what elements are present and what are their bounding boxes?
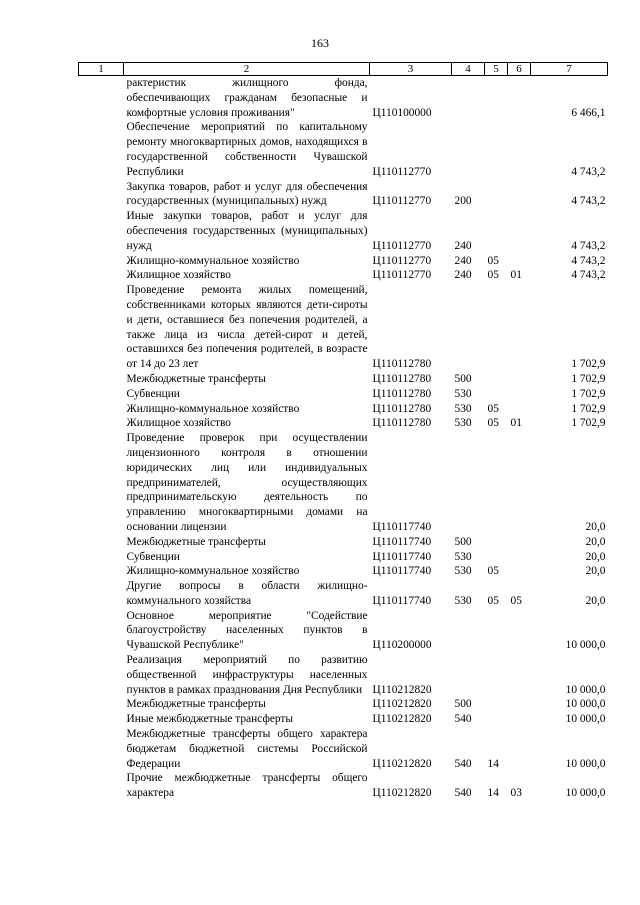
empty-cell [79,653,124,697]
amount: 20,0 [585,594,606,607]
target-code: Ц110117740 [372,550,432,563]
column-header: 4 [452,63,485,76]
table-row [79,283,608,372]
empty-cell [79,771,124,801]
amount: 10 000,0 [565,713,606,726]
target-code: Ц110200000 [372,639,432,652]
section-code [485,76,508,121]
table-body [79,76,608,802]
section-code [485,180,508,210]
row-name: Жилищное хозяйство [126,417,232,430]
target-code: Ц110112770 [372,269,432,282]
target-code: Ц110112780 [372,372,432,385]
row-name: Обеспечение мероприятий по капитальному ремонту многоквартирных домов, находящихся в государственной собственности Чувашской Республики [126,121,368,178]
empty-cell [79,180,124,210]
section-code: 05 [487,417,499,430]
amount: 1 702,9 [571,372,606,385]
amount: 4 743,2 [571,239,606,252]
expense-type: 530 [454,550,472,563]
row-name: Основное мероприятие "Содействие благоустройству населенных пунктов в Чувашской Республике" [126,609,368,652]
row-name: Жилищно-коммунальное хозяйство [126,402,300,415]
empty-cell [79,579,124,609]
expense-type [452,431,485,535]
amount: 10 000,0 [565,639,606,652]
table-row [79,76,608,121]
subsection-code: 01 [510,417,522,430]
section-code [485,431,508,535]
table-row [79,120,608,179]
row-name: рактеристик жилищного фонда, обеспечивающих гражданам безопасные и комфортные условия проживания" [126,77,368,119]
column-header: 1 [79,63,124,76]
section-code [485,697,508,712]
table-row [79,609,608,653]
expense-type: 500 [454,535,472,548]
subsection-code [508,209,531,253]
subsection-code [508,727,531,771]
row-name: Жилищно-коммунальное хозяйство [126,254,300,267]
subsection-code [508,387,531,402]
amount: 1 702,9 [571,358,606,371]
table-row [79,579,608,609]
subsection-code [508,653,531,697]
subsection-code: 03 [510,787,522,800]
target-code: Ц110112780 [372,387,432,400]
table-row [79,697,608,712]
expense-type: 530 [454,565,472,578]
amount: 6 466,1 [571,106,606,119]
empty-cell [79,372,124,387]
subsection-code [508,609,531,653]
table-row [79,712,608,727]
empty-cell [79,609,124,653]
section-code: 05 [487,565,499,578]
row-name: Реализация мероприятий по развитию общественной инфраструктуры населенных пунктов в рамках празднования Дня Республики [126,654,368,696]
row-name: Прочие межбюджетные трансферты общего характера [126,772,368,800]
target-code: Ц110117740 [372,520,432,533]
target-code: Ц110112780 [372,402,432,415]
expense-type: 530 [454,594,472,607]
expense-type: 540 [454,787,472,800]
empty-cell [79,550,124,565]
amount: 1 702,9 [571,417,606,430]
amount: 20,0 [585,550,606,563]
table-row [79,727,608,771]
expense-type: 530 [454,417,472,430]
subsection-code [508,372,531,387]
target-code: Ц110212820 [372,757,432,770]
table-row [79,550,608,565]
table-row [79,431,608,535]
empty-cell [79,209,124,253]
amount: 20,0 [585,535,606,548]
subsection-code [508,180,531,210]
section-code: 05 [487,594,499,607]
subsection-code [508,550,531,565]
section-code: 14 [487,757,499,770]
expense-type: 500 [454,372,472,385]
section-code [485,550,508,565]
row-name: Межбюджетные трансферты [126,698,266,711]
section-code [485,120,508,179]
expense-type: 530 [454,402,472,415]
amount: 10 000,0 [565,698,606,711]
table-row [79,771,608,801]
empty-cell [79,268,124,283]
amount: 4 743,2 [571,195,606,208]
table-row [79,564,608,579]
amount: 4 743,2 [571,254,606,267]
subsection-code [508,697,531,712]
empty-cell [79,697,124,712]
empty-cell [79,727,124,771]
table-row [79,254,608,269]
expense-type: 200 [454,195,472,208]
row-name: Иные закупки товаров, работ и услуг для обеспечения государственных (муниципальных) нужд [126,210,368,252]
table-row [79,209,608,253]
expense-type [452,76,485,121]
target-code: Ц110112780 [372,358,432,371]
expense-type: 500 [454,698,472,711]
expense-type: 240 [454,239,472,252]
target-code: Ц110112770 [372,254,432,267]
row-name: Жилищно-коммунальное хозяйство [126,565,300,578]
section-code: 14 [487,787,499,800]
empty-cell [79,431,124,535]
table-row [79,653,608,697]
subsection-code [508,712,531,727]
row-name: Межбюджетные трансферты [126,372,266,385]
row-name: Жилищное хозяйство [126,269,232,282]
section-code: 05 [487,254,499,267]
table-row [79,535,608,550]
expense-type: 240 [454,254,472,267]
expense-type [452,609,485,653]
amount: 10 000,0 [565,683,606,696]
empty-cell [79,535,124,550]
table-row [79,180,608,210]
column-header: 7 [531,63,608,76]
section-code [485,609,508,653]
target-code: Ц110112770 [372,165,432,178]
column-header: 5 [485,63,508,76]
amount: 4 743,2 [571,165,606,178]
column-number-header [79,63,608,76]
subsection-code [508,76,531,121]
expense-type [452,653,485,697]
empty-cell [79,712,124,727]
amount: 10 000,0 [565,787,606,800]
row-name: Закупка товаров, работ и услуг для обеспечения государственных (муниципальных) нужд [126,180,368,208]
target-code: Ц110112770 [372,195,432,208]
row-name: Субвенции [126,550,180,563]
expense-type: 240 [454,269,472,282]
amount: 4 743,2 [571,269,606,282]
empty-cell [79,283,124,372]
subsection-code [508,254,531,269]
row-name: Проведение ремонта жилых помещений, собственниками которых являются дети-сироты и дети, оставшиеся без попечения родителей, а также лица из числа детей-сирот и детей, оставшихся без попечения родителей, в возрасте от 14 до 23 лет [126,284,368,371]
subsection-code: 01 [510,269,522,282]
target-code: Ц110117740 [372,565,432,578]
table-row [79,268,608,283]
target-code: Ц110112780 [372,417,432,430]
page-number: 163 [311,36,329,50]
row-name: Иные межбюджетные трансферты [126,713,294,726]
section-code [485,653,508,697]
section-code [485,372,508,387]
target-code: Ц110100000 [372,106,432,119]
table-row [79,372,608,387]
empty-cell [79,254,124,269]
column-header: 3 [370,63,452,76]
target-code: Ц110212820 [372,713,432,726]
expense-type [452,120,485,179]
row-name: Межбюджетные трансферты [126,535,266,548]
target-code: Ц110117740 [372,594,432,607]
subsection-code [508,402,531,417]
empty-cell [79,402,124,417]
empty-cell [79,416,124,431]
subsection-code [508,283,531,372]
section-code: 05 [487,269,499,282]
subsection-code: 05 [510,594,522,607]
empty-cell [79,387,124,402]
amount: 10 000,0 [565,757,606,770]
table-row [79,402,608,417]
amount: 1 702,9 [571,402,606,415]
section-code: 05 [487,402,499,415]
expense-type: 540 [454,713,472,726]
row-name: Субвенции [126,387,180,400]
target-code: Ц110212820 [372,698,432,711]
target-code: Ц110212820 [372,683,432,696]
section-code [485,712,508,727]
subsection-code [508,564,531,579]
column-header: 2 [124,63,370,76]
target-code: Ц110117740 [372,535,432,548]
table-row [79,387,608,402]
empty-cell [79,120,124,179]
row-name: Проведение проверок при осуществлении лицензионного контроля в отношении юридических лиц или индивидуальных предпринимателей, осуществляющих предпринимательскую деятельность по управлению многоквартирными домами на основании лицензии [126,432,368,533]
column-header: 6 [508,63,531,76]
expense-type [452,283,485,372]
expense-type: 530 [454,387,472,400]
budget-table [78,62,608,801]
table-row [79,416,608,431]
subsection-code [508,535,531,550]
target-code: Ц110212820 [372,787,432,800]
target-code: Ц110112770 [372,239,432,252]
amount: 20,0 [585,565,606,578]
subsection-code [508,120,531,179]
amount: 20,0 [585,520,606,533]
row-name: Межбюджетные трансферты общего характера бюджетам бюджетной системы Российской Федерации [126,728,368,770]
amount: 1 702,9 [571,387,606,400]
expense-type: 540 [454,757,472,770]
section-code [485,283,508,372]
empty-cell [79,564,124,579]
section-code [485,387,508,402]
section-code [485,535,508,550]
empty-cell [79,76,124,121]
subsection-code [508,431,531,535]
section-code [485,209,508,253]
row-name: Другие вопросы в области жилищно-коммунального хозяйства [126,580,368,607]
